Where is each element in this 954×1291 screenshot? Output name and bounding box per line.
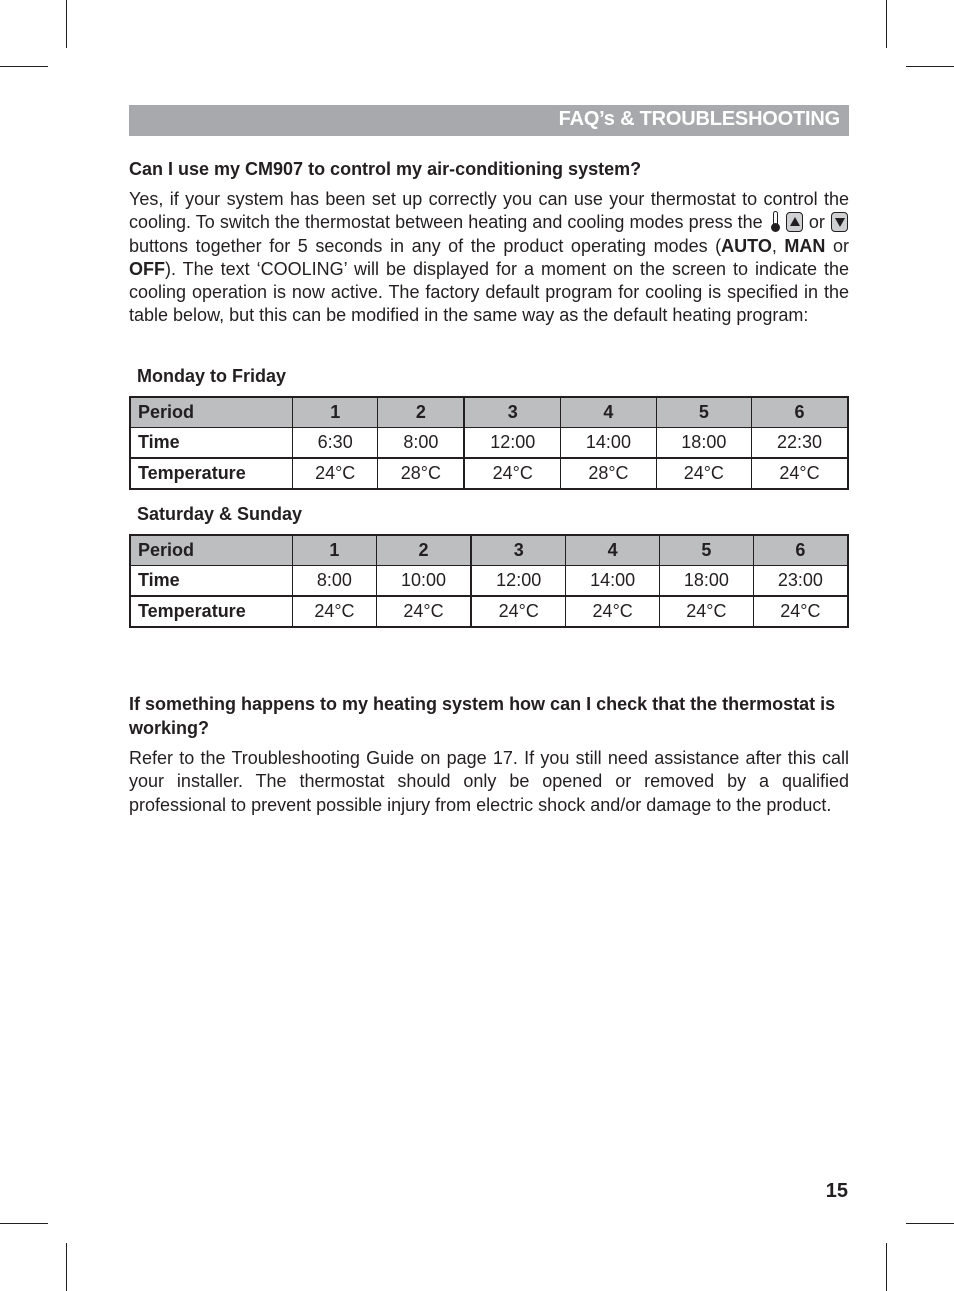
mode-man: MAN [784, 235, 826, 256]
crop-mark [906, 66, 954, 67]
period-cell: 6 [752, 397, 848, 428]
time-cell: 22:30 [752, 428, 848, 459]
faq-question-check-thermostat: If something happens to my heating system how can I check that the thermostat is working? [129, 694, 836, 738]
time-cell: 10:00 [376, 566, 471, 597]
mode-off: OFF [129, 258, 165, 279]
temperature-cell: 24°C [752, 458, 848, 489]
crop-mark [66, 0, 67, 48]
page-number: 15 [825, 1180, 848, 1202]
faq-answer-check-thermostat: Refer to the Troubleshooting Guide on page 17. If you still need assistance after this call your installer. The thermostat should only be opened or removed by a qualified professional to prevent possible injury from electric shock and/or damage to the product. [129, 748, 849, 815]
time-cell: 8:00 [293, 566, 377, 597]
row-label: Temperature [130, 458, 293, 489]
answer-text: or [808, 212, 825, 233]
row-label: Time [130, 566, 293, 597]
time-cell: 12:00 [464, 428, 560, 459]
temperature-cell: 28°C [561, 458, 656, 489]
temperature-cell: 24°C [293, 596, 377, 627]
answer-text: Yes, if your system has been set up correctly you can use your thermostat to control the cooling. To switch the thermostat between heating and cooling modes press the [129, 189, 849, 233]
period-cell: 2 [376, 535, 471, 566]
weekend-program-table [129, 534, 849, 628]
period-cell: 5 [660, 535, 754, 566]
temperature-cell: 24°C [566, 596, 660, 627]
period-cell: 1 [293, 397, 378, 428]
mode-auto: AUTO [721, 235, 772, 256]
weekend-table-label: Saturday & Sunday [137, 504, 303, 524]
faq-question-aircon: Can I use my CM907 to control my air-conditioning system? [129, 159, 642, 179]
section-title: FAQ’s & TROUBLESHOOTING [558, 108, 840, 130]
time-cell: 12:00 [471, 566, 566, 597]
table-row-time [130, 566, 848, 597]
time-cell: 8:00 [378, 428, 464, 459]
period-cell: 3 [471, 535, 566, 566]
down-arrow-button-icon [831, 212, 848, 232]
crop-mark [0, 66, 48, 67]
crop-mark [886, 1243, 887, 1291]
table-row-temperature [130, 458, 848, 489]
row-label: Temperature [130, 596, 293, 627]
period-cell: 4 [566, 535, 660, 566]
table-row-temperature [130, 596, 848, 627]
answer-text: ). The text ‘COOLING’ will be displayed for a moment on the screen to indicate the cooling operation is now active. The factory default program for cooling is specified in the table below, but this can be modified in the same way as the default heating program: [129, 258, 849, 326]
table-row-period [130, 397, 848, 428]
temperature-cell: 24°C [293, 458, 378, 489]
answer-text: , [771, 235, 785, 256]
period-cell: 5 [656, 397, 751, 428]
crop-mark [906, 1223, 954, 1224]
period-cell: 3 [464, 397, 560, 428]
temperature-cell: 24°C [471, 596, 566, 627]
crop-mark [66, 1243, 67, 1291]
period-cell: 1 [293, 535, 377, 566]
time-cell: 6:30 [293, 428, 378, 459]
temperature-cell: 24°C [753, 596, 848, 627]
temperature-cell: 24°C [660, 596, 754, 627]
table-row-period [130, 535, 848, 566]
temperature-cell: 24°C [376, 596, 471, 627]
section-banner [129, 105, 849, 136]
period-cell: 6 [753, 535, 848, 566]
row-label: Time [130, 428, 293, 459]
temperature-cell: 24°C [464, 458, 560, 489]
row-label: Period [130, 535, 293, 566]
time-cell: 18:00 [660, 566, 754, 597]
time-cell: 18:00 [656, 428, 751, 459]
answer-text: buttons together for 5 seconds in any of the product operating modes ( [129, 235, 722, 256]
row-label: Period [130, 397, 293, 428]
temperature-cell: 28°C [378, 458, 464, 489]
period-cell: 4 [561, 397, 656, 428]
time-cell: 23:00 [753, 566, 848, 597]
weekday-table-label: Monday to Friday [137, 366, 287, 386]
thermometer-icon [771, 211, 780, 233]
table-row-time [130, 428, 848, 459]
crop-mark [886, 0, 887, 48]
weekday-program-table [129, 396, 849, 490]
time-cell: 14:00 [566, 566, 660, 597]
period-cell: 2 [378, 397, 464, 428]
answer-text: or [825, 235, 849, 256]
faq-answer-aircon [129, 188, 849, 328]
temperature-cell: 24°C [656, 458, 751, 489]
up-arrow-button-icon [786, 212, 803, 232]
time-cell: 14:00 [561, 428, 656, 459]
crop-mark [0, 1223, 48, 1224]
